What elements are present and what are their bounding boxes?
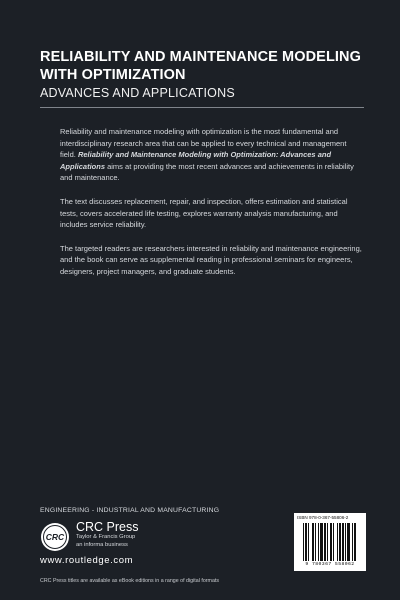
book-title: RELIABILITY AND MAINTENANCE MODELING WITH OPTIMIZATION — [40, 49, 361, 83]
barcode-stripe — [339, 523, 341, 561]
description-p1-end: aims at providing the most recent advances and achievements in reliability and maintenance. — [60, 161, 354, 183]
barcode-stripe — [352, 523, 353, 561]
barcode-stripe — [308, 523, 309, 561]
barcode-stripe — [327, 523, 328, 561]
description-paragraph-1 — [60, 126, 362, 184]
book-description — [60, 126, 362, 290]
description-p1-start: Reliability and maintenance modeling with optimization is the most fundamental and interdisciplinary research area that can be applied to every technical and management field. — [60, 127, 347, 160]
barcode-stripe — [330, 523, 332, 561]
barcode-digits: 9 780367 558062 — [305, 562, 355, 567]
barcode-stripe — [342, 523, 344, 561]
crc-press-logo — [40, 522, 70, 552]
publisher-tagline: an informa business — [76, 541, 128, 548]
barcode-stripe — [320, 523, 323, 561]
barcode-stripe — [305, 523, 307, 561]
subject-category: ENGINEERING - INDUSTRIAL AND MANUFACTURING — [40, 507, 220, 514]
barcode-stripe — [354, 523, 356, 561]
description-p1-book-title: Reliability and Maintenance Modeling with Optimization: Advances and Applications — [60, 150, 332, 171]
publisher-group: Taylor & Francis Group — [76, 534, 136, 540]
barcode-stripe — [318, 523, 319, 561]
barcode-stripe — [337, 523, 338, 561]
crc-logo-text: CRC — [45, 532, 65, 542]
barcode-stripe — [324, 523, 326, 561]
title-divider — [40, 107, 364, 108]
description-paragraph-3: The targeted readers are researchers interested in reliability and maintenance engineering, and the book can serve as supplemental reading in professional seminars for engineers, designers, project managers, and graduate students. — [60, 243, 362, 276]
barcode-stripe — [333, 523, 334, 561]
barcode-bars — [303, 523, 357, 561]
barcode-stripe — [312, 523, 314, 561]
description-paragraph-2: The text discusses replacement, repair, and inspection, offers estimation and statistical tests, covers accelerated life testing, explores warranty analysis manufacturing, and includes service reliability. — [60, 196, 348, 230]
book-subtitle: ADVANCES AND APPLICATIONS — [40, 86, 235, 100]
isbn-label: ISBN 978-0-367-55806-2 — [297, 515, 349, 520]
barcode-stripe — [347, 523, 350, 561]
barcode-stripe — [303, 523, 304, 561]
barcode-stripe — [315, 523, 316, 561]
barcode-panel — [294, 513, 366, 571]
publisher-name: CRC Press — [76, 520, 139, 534]
publisher-website[interactable]: www.routledge.com — [40, 555, 134, 566]
ebook-note: CRC Press titles are available as eBook editions in a range of digital formats — [40, 578, 220, 584]
publisher-block — [76, 520, 139, 549]
barcode-stripe — [345, 523, 346, 561]
